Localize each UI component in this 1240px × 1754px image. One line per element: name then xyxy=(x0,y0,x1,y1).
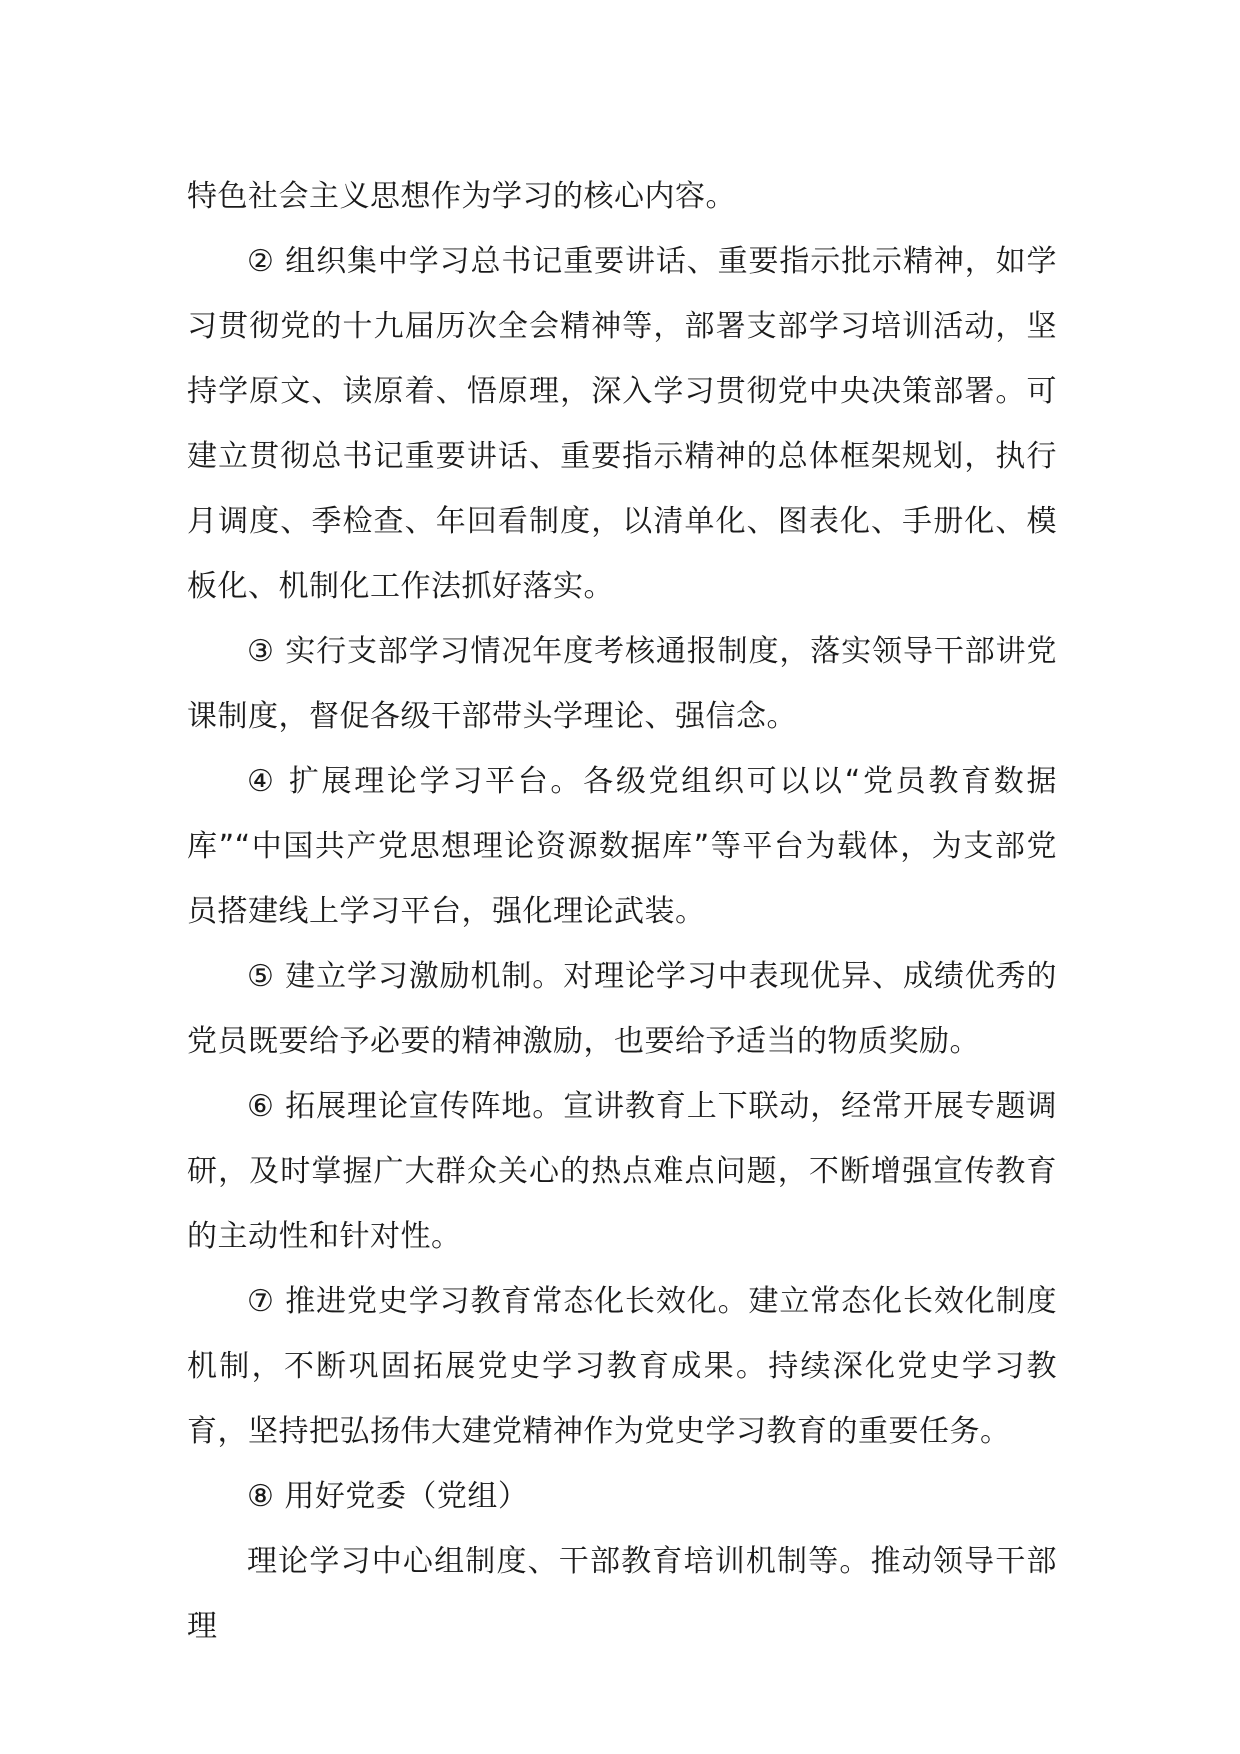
document-body xyxy=(187,164,1057,1659)
paragraph-item-7: ⑦ 推进党史学习教育常态化长效化。建立常态化长效化制度机制，不断巩固拓展党史学习教育成果。持续深化党史学习教育，坚持把弘扬伟大建党精神作为党史学习教育的重要任务。 xyxy=(187,1284,1057,1449)
paragraph-item-6: ⑥ 拓展理论宣传阵地。宣讲教育上下联动，经常开展专题调研，及时掌握广大群众关心的热点难点问题，不断增强宣传教育的主动性和针对性。 xyxy=(187,1089,1057,1254)
paragraph-item-8-body: 理论学习中心组制度、干部教育培训机制等。推动领导干部理 xyxy=(187,1544,1057,1644)
paragraph-item-8: ⑧ 用好党委（党组） xyxy=(247,1479,529,1514)
paragraph-item-3: ③ 实行支部学习情况年度考核通报制度，落实领导干部讲党课制度，督促各级干部带头学理论、强信念。 xyxy=(187,634,1057,734)
paragraph-item-4: ④ 扩展理论学习平台。各级党组织可以以“党员教育数据库”“中国共产党思想理论资源数据库”等平台为载体，为支部党员搭建线上学习平台，强化理论武装。 xyxy=(187,764,1057,929)
paragraph-item-5: ⑤ 建立学习激励机制。对理论学习中表现优异、成绩优秀的党员既要给予必要的精神激励，也要给予适当的物质奖励。 xyxy=(187,959,1057,1059)
paragraph-continuation: 特色社会主义思想作为学习的核心内容。 xyxy=(187,179,736,214)
paragraph-item-2: ② 组织集中学习总书记重要讲话、重要指示批示精神，如学习贯彻党的十九届历次全会精神等，部署支部学习培训活动，坚持学原文、读原着、悟原理，深入学习贯彻党中央决策部署。可建立贯彻总书记重要讲话、重要指示精神的总体框架规划，执行月调度、季检查、年回看制度，以清单化、图表化、手册化、模板化、机制化工作法抓好落实。 xyxy=(187,244,1057,604)
